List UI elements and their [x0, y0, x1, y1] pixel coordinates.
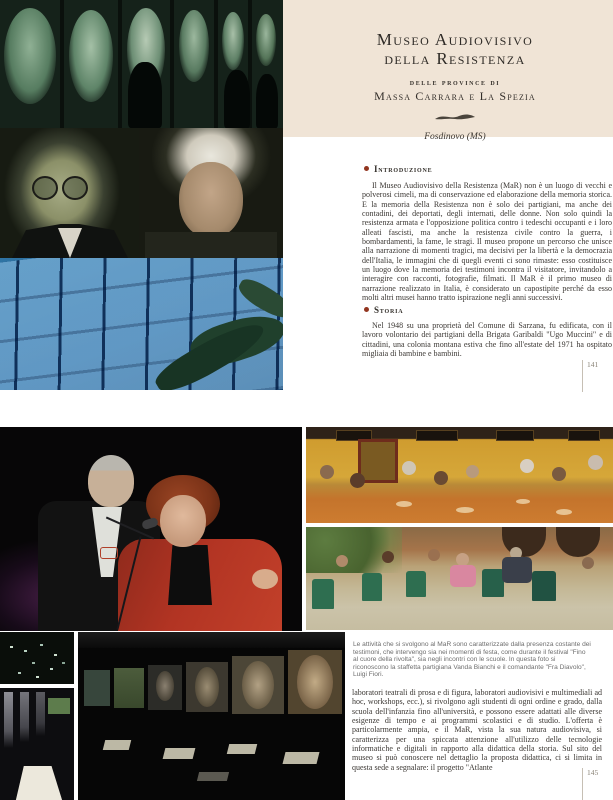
map-screen [48, 698, 70, 714]
video-panel [0, 0, 60, 128]
video-panel [64, 0, 118, 128]
testimone-face [4, 8, 56, 104]
framed-photo [568, 430, 600, 441]
bullet-icon [364, 307, 369, 312]
lit-table [4, 766, 70, 800]
page-number-141: 141 [582, 360, 598, 392]
video-panel [174, 0, 214, 128]
green-chair [362, 573, 382, 601]
portrait-man-photo [0, 128, 139, 258]
green-chair [482, 569, 504, 597]
woman-face [179, 162, 243, 238]
touch-table-photo [0, 258, 283, 390]
table-reflection [197, 772, 229, 781]
table-dish [556, 509, 572, 515]
table-dish [456, 507, 474, 513]
portrait-woman-photo [139, 128, 283, 258]
section-heading-introduzione [364, 164, 432, 174]
woman-black-top [168, 545, 212, 605]
section-heading-label: Introduzione [374, 164, 433, 174]
continuation-paragraph: laboratori teatrali di prosa e di figura, laboratori audiovisivi e multimediali ad hoc, workshops, ecc.), si rivolgono agli studenti di ogni ordine e grado, dalla scuola dell'infanzia fino all'università, e possono essere adattati alle diverse esigenze di tempo e ai programmi scolastici e di studio. L'offerta è particolarmente ampia, e il MaR, vista la sua natura audiovisiva, si caratterizza per una spiccata attenzione all'utilizzo delle tecnologie informatiche e digitali in rapporto alla didattica della storia. Sul sito del museo si può conoscere nel dettaglio la proposta didattica, ci si limita in questa sede a segnalare: il progetto "Atlante [352, 688, 602, 772]
title-block [300, 30, 610, 142]
swash-ornament-icon [433, 111, 477, 123]
screen-streak [36, 692, 45, 736]
framed-photo [416, 430, 458, 441]
subtitle-line1: delle province di [409, 77, 501, 87]
section-heading-storia [364, 305, 403, 315]
foliage [306, 527, 402, 573]
section-heading-label: Storia [374, 305, 404, 315]
screen-face [242, 661, 274, 709]
ceiling [78, 632, 345, 648]
page-title-line1: Museo Audiovisivo [376, 30, 534, 49]
page-number-145: 145 [582, 768, 598, 800]
table-dish [516, 499, 530, 504]
video-wall-photo [0, 0, 283, 128]
testimone-face [69, 10, 113, 102]
person-head [552, 467, 566, 481]
projection-screen [148, 665, 182, 710]
page-title-line2: della Resistenza [384, 49, 526, 68]
screen-face [195, 667, 219, 707]
testimone-face [222, 12, 244, 70]
person-head [336, 555, 348, 567]
projection-screen [232, 656, 284, 714]
person-head [382, 551, 394, 563]
projection-screen [114, 668, 144, 708]
person-head [434, 471, 448, 485]
bullet-icon [364, 166, 369, 171]
woman-face [160, 495, 206, 547]
lit-document [227, 744, 257, 754]
green-chair [312, 579, 334, 609]
green-chair [532, 571, 556, 601]
projection-screen [186, 662, 228, 712]
visitor-silhouette [224, 70, 250, 128]
hanging-glasses [100, 547, 118, 559]
man-head [88, 455, 134, 507]
arch [502, 527, 546, 557]
visitor-silhouette [256, 74, 278, 128]
storia-paragraph: Nel 1948 su una proprietà del Comune di Sarzana, fu edificata, con il lavoro volontario dei partigiani della Brigata Garibaldi "Ugo Muccini" e di cittadini, una colonia montana estiva che fino all'estate del 1971 ha ospitato migliaia di bambine e bambini. [362, 321, 612, 359]
museum-room-photo [78, 632, 345, 800]
visitor-silhouette [128, 62, 162, 128]
subtitle-line2: Massa Carrara e La Spezia [374, 89, 536, 103]
person-head [466, 465, 479, 478]
photo-caption: Le attività che si svolgono al MaR sono caratterizzate dalla presenza costante dei testimoni, che intervengo sia nei momenti di festa, come durante il festival "Fino al cuore della rivolta", sia negli incontri con le scuole. In questa foto si riconoscono la staffetta partigiana Vanda Bianchi e il comandante "Fra Diavolo", Luigi Fiori. [353, 641, 591, 678]
stage-performance-photo [0, 427, 302, 631]
seated-man [502, 557, 532, 583]
introduzione-paragraph: Il Museo Audiovisivo della Resistenza (MaR) non è un luogo di vecchi e polverosi cimeli, ma di conservazione ed elaborazione della memoria storica. E la memoria della Resistenza non è solo dei partigiani, ma anche dei contadini, dei deportati, degli internati, delle donne. Non solo quindi la resistenza armata e l'opposizione politica contro i tedeschi occupanti e i loro alleati fascisti, ma anche la resistenza civile contro la guerra, i bombardamenti, la fame, le stragi. Il museo propone un percorso che unisce alla narrazione di momenti tragici, ma decisivi per la libertà e la democrazia dell'Italia, le immagini che di quegli eventi ci sono rimaste: esso costituisce un luogo dove la memoria dei testimoni incontra il visitatore, invitandolo a interagire con racconti, fotografie, filmati. Il MaR è il primo museo di narrazione realizzato in Italia, è considerato un capostipite perché da esso molti altri musei hanno tratto ispirazione negli anni successivi. [362, 181, 612, 303]
outdoor-gathering-photo [306, 527, 613, 630]
person-head [520, 459, 534, 473]
framed-photo [496, 430, 534, 441]
lit-document [283, 752, 320, 764]
green-chair [406, 571, 426, 597]
screen-streak [4, 692, 13, 748]
person-head [588, 455, 603, 470]
document-specks [10, 646, 13, 648]
location-label: Fosdinovo (MS) [424, 132, 486, 142]
exhibit-screens-photo [0, 688, 74, 800]
elderly-portraits-photo [0, 128, 283, 258]
dark-coat [145, 232, 277, 258]
screen-face [297, 655, 333, 709]
projection-screen [84, 670, 110, 706]
person-head [582, 557, 594, 569]
projection-screen [288, 650, 342, 714]
testimone-face [256, 14, 276, 66]
screen-face [156, 671, 174, 701]
lit-document [163, 748, 196, 759]
exhibit-table-overview-photo [0, 632, 74, 684]
pink-shirt-woman [450, 565, 476, 587]
lit-document [103, 740, 131, 750]
person-head [320, 465, 334, 479]
person-head [350, 473, 365, 488]
dining-hall-photo [306, 427, 613, 523]
table-dish [396, 501, 412, 507]
woman-hand [252, 569, 278, 589]
round-glasses [32, 176, 90, 198]
testimone-face [179, 10, 209, 82]
person-head [428, 549, 440, 561]
screen-streak [20, 692, 29, 742]
arch [556, 527, 600, 557]
person-head [402, 461, 416, 475]
